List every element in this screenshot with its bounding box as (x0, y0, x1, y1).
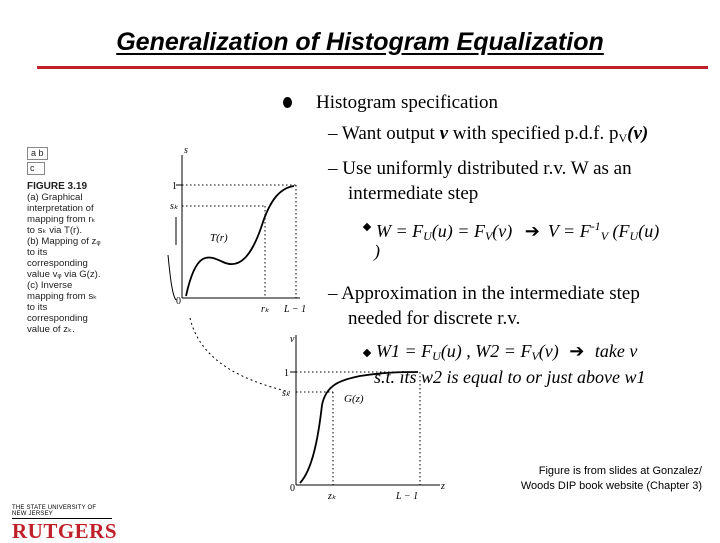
arrow-icon: ➔ (524, 221, 540, 241)
panel-labels (27, 147, 122, 160)
eq1-c: (v) (492, 221, 513, 241)
top-sk-label: sₖ (170, 201, 179, 212)
sub1-prefix: – Want output (328, 123, 440, 144)
equation-2-line2: s.t. its w2 is equal to or just above w1 (374, 367, 646, 387)
diamond-bullet-2 (363, 349, 371, 357)
bottom-zk-label: zₖ (328, 491, 337, 502)
credit-line-2: Woods DIP book website (Chapter 3) (520, 480, 702, 492)
credit-line-1: Figure is from slides at Gonzalez/ (538, 465, 702, 477)
sub-bullet-3-line2: needed for discrete r.v. (348, 308, 521, 329)
sub-bullet-2-line1: – Use uniformly distributed r.v. W as an (328, 158, 632, 179)
caption-line: to sₖ via T(r). (27, 225, 83, 236)
figure-caption (27, 147, 122, 365)
sub-bullet-2-line2: intermediate step (348, 183, 479, 204)
eq1-a-sub: U (423, 229, 432, 243)
eq1-d-sup: -1 (590, 219, 601, 233)
bottom-sk-label: sₖ (282, 388, 291, 399)
top-plot (168, 145, 306, 315)
logo-top-text: THE STATE UNIVERSITY OF NEW JERSEY (12, 505, 112, 519)
eq2-b-sub: V (531, 349, 539, 363)
slide-title: Generalization of Histogram Equalization (116, 28, 604, 56)
top-L-label: L − 1 (284, 304, 307, 315)
eq2-d: take v (590, 341, 638, 361)
caption-line: mapping from sₖ (27, 291, 98, 302)
eq2-a: W1 = F (376, 341, 433, 361)
eq2-a-sub: U (432, 349, 441, 363)
bottom-L-label: L − 1 (396, 491, 419, 502)
sub1-sub: V (618, 131, 628, 145)
caption-line: interpretation of (27, 203, 94, 214)
main-bullet: Histogram specification (316, 92, 499, 113)
eq1-d-sub: V (600, 229, 609, 243)
equation-1 (376, 215, 659, 248)
bottom-y-axis-label: v (290, 334, 295, 345)
bullet-dot (283, 97, 292, 108)
caption-line: (b) Mapping of zᵩ (27, 236, 101, 247)
bottom-y-one: 1 (284, 368, 289, 379)
eq1-b-sub: V (484, 229, 493, 243)
caption-line: corresponding (27, 258, 88, 269)
eq2-b: (u) , W2 = F (440, 341, 532, 361)
equation-2 (376, 340, 637, 368)
bottom-origin: 0 (290, 483, 295, 494)
rutgers-logo (12, 505, 118, 543)
sub1-end: (v) (627, 123, 649, 144)
eq1-a: W = F (376, 221, 424, 241)
equation-1-wrap: ) (374, 241, 380, 261)
eq1-b: (u) = F (431, 221, 485, 241)
eq1-f: (u) (638, 221, 660, 241)
caption-line: to its (27, 247, 48, 258)
panel-label-ab: a b (27, 147, 48, 160)
bottom-x-axis-label: z (441, 481, 445, 492)
caption-line: value vᵩ via G(z). (27, 269, 101, 280)
diamond-bullet-1 (363, 223, 371, 231)
sub1-v: v (439, 123, 449, 144)
top-y-one: 1 (172, 181, 177, 192)
bottom-curve-label: G(z) (344, 393, 364, 405)
sub-bullet-3-line1: – Approximation in the intermediate step (328, 283, 640, 304)
top-rk-label: rₖ (261, 304, 270, 315)
caption-line: (a) Graphical (27, 192, 83, 203)
eq1-e: (F (608, 221, 630, 241)
caption-line: value of zₖ. (27, 324, 75, 335)
caption-line: mapping from rₖ (27, 214, 96, 225)
top-origin: 0 (176, 296, 181, 307)
caption-line: (c) Inverse (27, 280, 73, 291)
title-rule (37, 66, 708, 69)
top-curve-label: T(r) (210, 232, 228, 244)
caption-line: to its (27, 302, 48, 313)
panel-label-c: c (27, 162, 45, 175)
eq1-d: V = F (547, 221, 591, 241)
caption-title: FIGURE 3.19 (27, 181, 88, 192)
sub-bullet-1 (328, 122, 648, 150)
figure-credit (521, 464, 702, 494)
caption-line: corresponding (27, 313, 88, 324)
eq2-c: (v) (538, 341, 559, 361)
eq1-e-sub: U (629, 229, 639, 243)
arrow-icon: ➔ (569, 341, 585, 361)
logo-word: RUTGERS (12, 519, 118, 543)
top-y-axis-label: s (184, 145, 188, 156)
sub1-mid: with specified p.d.f. p (448, 123, 619, 144)
